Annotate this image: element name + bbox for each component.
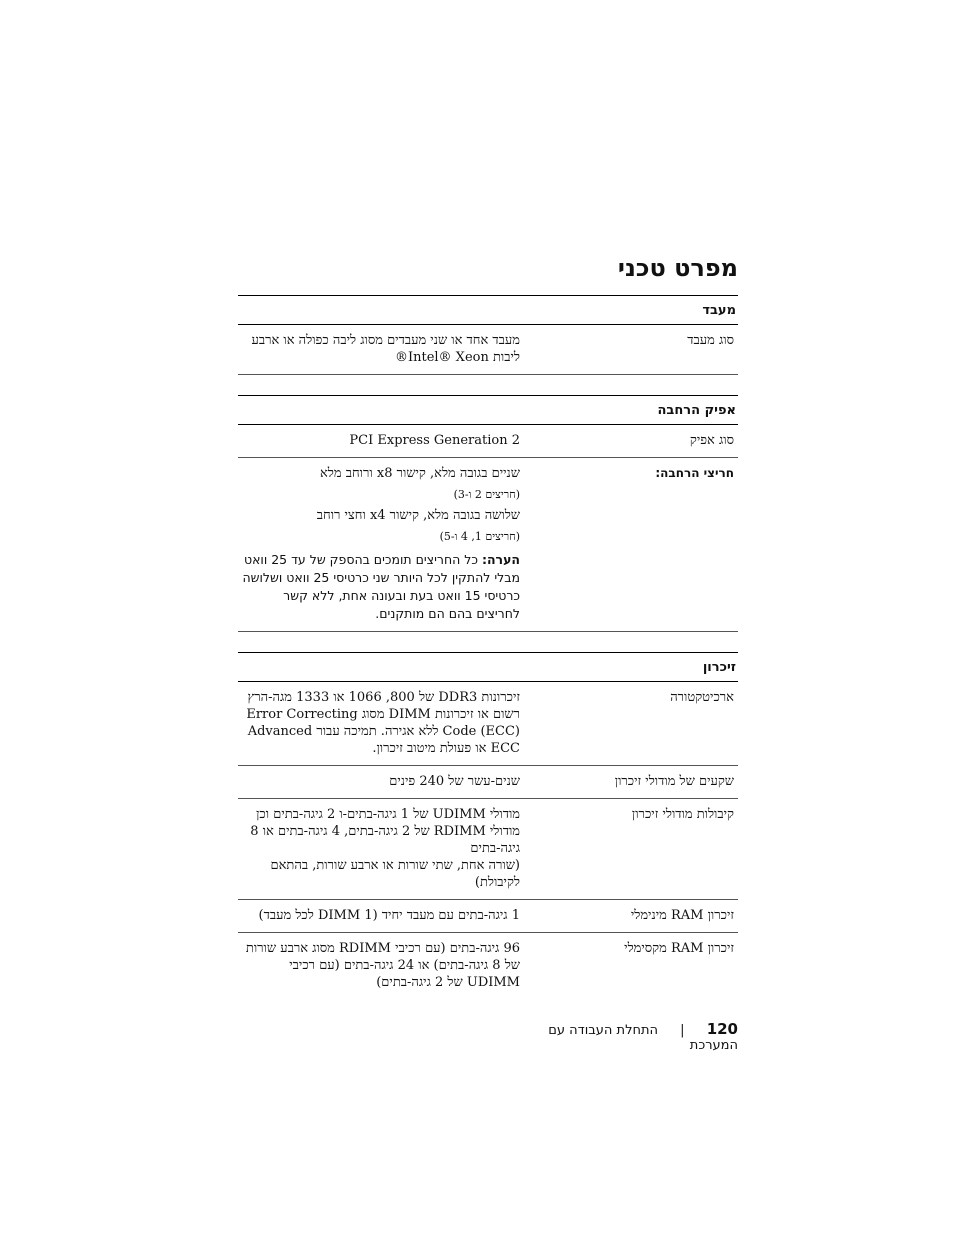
page-footer	[500, 1020, 738, 1053]
page-number: 120	[706, 1020, 738, 1038]
spec-row-memory-sockets	[238, 766, 738, 799]
spec-label: זיכרון RAM מקסימלי	[624, 941, 734, 956]
page-title: מפרט טכני	[617, 254, 738, 282]
capacity-line: מודולי RDIMM של 2 גיגה-בתים, 4 גיגה-בתים או 8 גיגה-בתים	[250, 824, 520, 856]
section-header-bus: אפיק הרחבה	[238, 395, 738, 425]
spec-row-processor-type	[238, 325, 738, 375]
spec-label: שקעים של מודולי זיכרון	[614, 774, 734, 789]
spec-value	[240, 465, 520, 623]
spec-table	[238, 295, 738, 999]
spec-row-expansion-slots	[238, 458, 738, 632]
slots-note	[242, 551, 520, 623]
spec-value: 1 גיגה-בתים עם מעבד יחיד (1 DIMM לכל מעבד)	[258, 908, 520, 923]
spec-row-bus-type	[238, 425, 738, 458]
slot-a-text: שניים בגובה מלא, קישור x8 ורוחב מלא	[320, 466, 520, 481]
spec-value	[240, 806, 520, 891]
spec-value: PCI Express Generation 2	[349, 433, 520, 448]
spec-label: קיבולות מודולי זיכרון	[631, 807, 734, 822]
spec-value: מעבד אחד או שני מעבדים מסוג ליבה כפולה או ארבע ליבות Intel® Xeon®	[251, 333, 520, 365]
spec-value: שנים-עשר של 240 פינים	[389, 774, 520, 789]
footer-section-name: התחלת העבודה עם המערכת	[548, 1023, 738, 1053]
spec-row-module-capacities	[238, 799, 738, 900]
spec-row-max-ram	[238, 933, 738, 999]
slot-b-text: שלושה בגובה מלא, קישור x4 וחצי רוחב	[316, 508, 520, 523]
section-header-processor: מעבד	[238, 295, 738, 325]
spec-label: ארכיטקטורה	[670, 690, 734, 705]
spec-label: סוג אפיק	[689, 433, 734, 448]
spec-value: זיכרונות DDR3 של 800, 1066 או 1333 מגה-הרץ רשום או זיכרונות DIMM מסוג Error Correcting Code (ECC) ללא אגירה. תמיכה עבור Advanced ECC או פעולת מיטוב זיכרון.	[246, 690, 520, 756]
capacity-line: (שורה אחת, שתי שורות או ארבע שורות, בהתאם לקיבולת)	[270, 858, 520, 890]
spec-label: סוג מעבד	[687, 333, 734, 348]
note-text: כל החריצים תומכים בהספק של עד 25 וואט מבלי להתקין לכל היותר שני כרטיסי 25 וואט ושלושה כרטיסי 15 וואט בעת ובעונה אחת, ללא קשר לחריצים בהם הם מותקנים.	[242, 552, 520, 621]
spec-value: 96 גיגה-בתים (עם רכיבי RDIMM מסוג ארבע שורות של 8 גיגה-בתים) או 24 גיגה-בתים (עם רכיבי UDIMM של 2 גיגה-בתים)	[245, 941, 520, 990]
slot-b-note: (חריצים 1, 4 ו-5)	[439, 530, 520, 543]
spec-row-min-ram	[238, 900, 738, 933]
section-header-memory: זיכרון	[238, 652, 738, 682]
spec-label: חריצי הרחבה:	[655, 466, 734, 480]
spec-label: זיכרון RAM מינימלי	[630, 908, 734, 923]
spec-row-architecture	[238, 682, 738, 766]
note-label: הערה:	[481, 552, 520, 567]
capacity-line: מודולי UDIMM של 1 גיגה-בתים-ו 2 גיגה-בתים וכן	[256, 807, 520, 822]
slot-a-note: (חריצים 2 ו-3)	[453, 488, 520, 501]
footer-separator: |	[680, 1023, 685, 1038]
